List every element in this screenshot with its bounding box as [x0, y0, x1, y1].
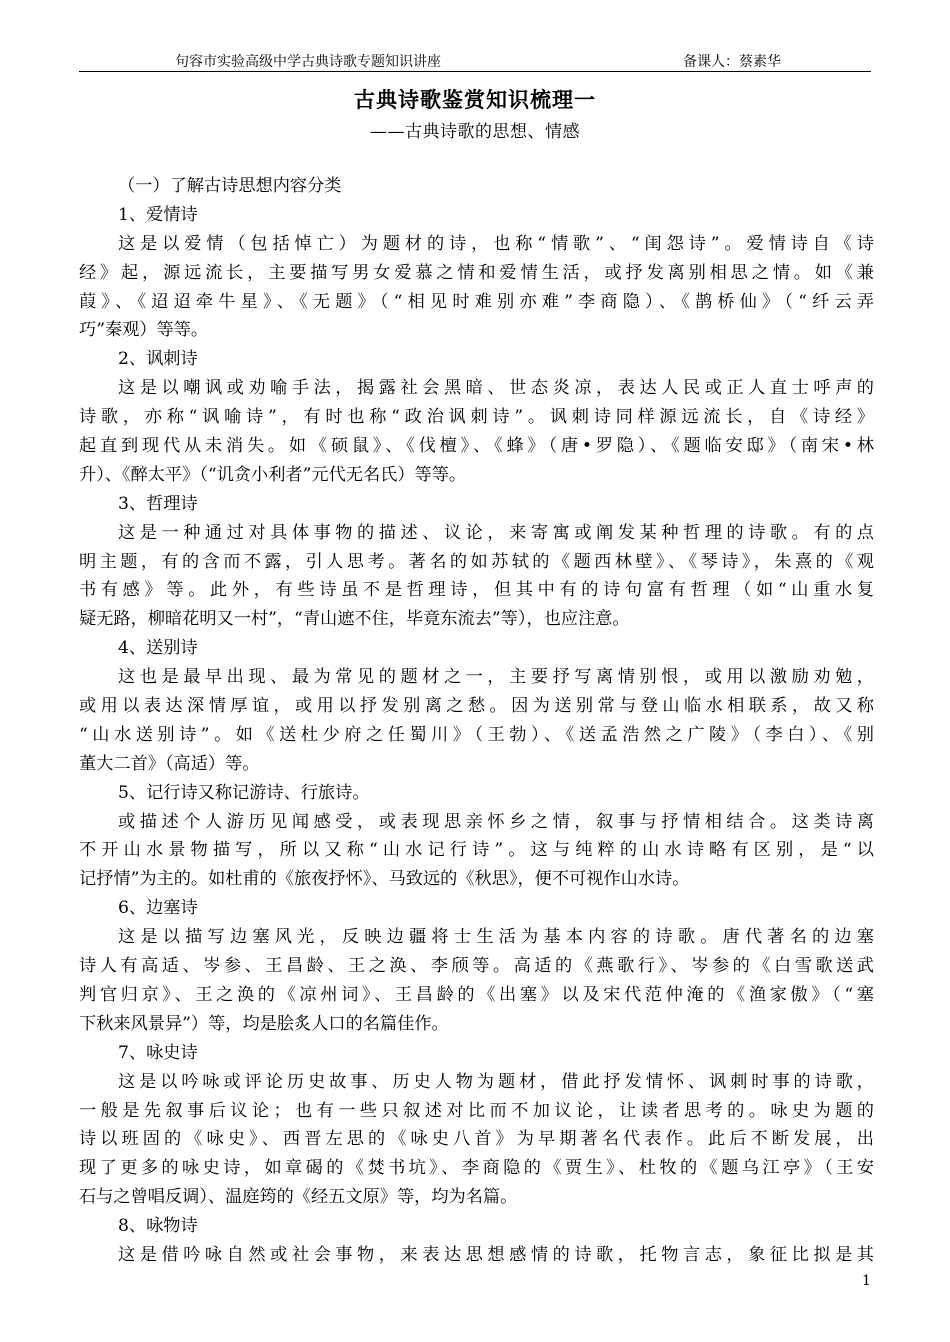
header-author: 备课人：蔡素华 — [683, 54, 781, 70]
text-line: 升）、《醉太平》（“讥贪小利者”元代无名氏）等等。 — [79, 464, 467, 485]
text-line: 这是以吟咏或评论历史故事、历史人物为题材，借此抒发情怀、讽刺时事的诗歌， — [118, 1071, 874, 1092]
page-header — [79, 50, 871, 72]
text-line: 书有感》等。此外，有些诗虽不是哲理诗，但其中有的诗句富有哲理（如“山重水复 — [79, 580, 874, 601]
text-line: 诗歌，亦称“讽喻诗”，有时也称“政治讽刺诗”。讽刺诗同样源远流长，自《诗经》 — [79, 407, 874, 428]
text-line: 董大二首》（高适）等。 — [79, 753, 260, 774]
text-line: 1、爱情诗 — [118, 204, 198, 225]
text-line: 诗以班固的《咏史》、西晋左思的《咏史八首》为早期著名代表作。此后不断发展，出 — [79, 1129, 874, 1150]
header-school-title: 句容市实验高级中学古典诗歌专题知识讲座 — [175, 54, 441, 70]
text-line: 不开山水景物描写，所以又称“山水记行诗”。这与纯粹的山水诗略有区别，是“以 — [79, 840, 874, 861]
text-line: 下秋来风景异”）等，均是脍炙人口的名篇佳作。 — [79, 1013, 449, 1034]
text-line: 2、讽刺诗 — [118, 349, 198, 370]
text-line: 石与之曾唱反调）、温庭筠的《经五文原》等，均为名篇。 — [79, 1187, 518, 1208]
text-line: 这是以描写边塞风光，反映边疆将士生活为基本内容的诗歌。唐代著名的边塞 — [118, 927, 874, 948]
text-line: 或描述个人游历见闻感受，或表现思亲怀乡之情，叙事与抒情相结合。这类诗离 — [118, 811, 874, 832]
text-line: 这是以嘲讽或劝喻手法，揭露社会黑暗、世态炎凉，表达人民或正人直士呼声的 — [118, 378, 874, 399]
text-line: （一）了解古诗思想内容分类 — [118, 176, 342, 196]
text-line: 3、哲理诗 — [118, 493, 198, 514]
text-line: 这是一种通过对具体事物的描述、议论，来寄寓或阐发某种哲理的诗歌。有的点 — [118, 522, 874, 543]
document-title: 古典诗歌鉴赏知识梳理一 — [354, 88, 596, 112]
text-line: 诗人有高适、岑参、王昌龄、王之涣、李颀等。高适的《燕歌行》、岑参的《白雪歌送武 — [79, 956, 874, 977]
text-line: 这是借吟咏自然或社会事物，来表达思想感情的诗歌，托物言志，象征比拟是其 — [118, 1244, 874, 1265]
document-body — [79, 172, 874, 1270]
text-line: 明主题，有的含而不露，引人思考。著名的如苏轼的《题西林壁》、《琴诗》，朱熹的《观 — [79, 551, 874, 572]
text-line: 判官归京》、王之涣的《凉州词》、王昌龄的《出塞》以及宋代范仲淹的《渔家傲》（“塞 — [79, 984, 874, 1005]
text-line: 葭》、《迢迢牵牛星》、《无题》（“相见时难别亦难”李商隐）、《鹊桥仙》（“纤云弄 — [79, 291, 874, 312]
text-line: 经》起，源远流长，主要描写男女爱慕之情和爱情生活，或抒发离别相思之情。如《兼 — [79, 262, 874, 283]
text-line: 6、边塞诗 — [118, 898, 198, 919]
text-line: 4、送别诗 — [118, 638, 198, 659]
text-line: 这是以爱情（包括悼亡）为题材的诗，也称“情歌”、“闺怨诗”。爱情诗自《诗 — [118, 233, 874, 254]
text-line: 一般是先叙事后议论；也有一些只叙述对比而不加议论，让读者思考的。咏史为题的 — [79, 1100, 874, 1121]
text-line: “山水送别诗”。如《送杜少府之任蜀川》（王勃）、《送孟浩然之广陵》（李白）、《别 — [79, 724, 874, 745]
text-line: 巧”秦观）等等。 — [79, 320, 209, 341]
document-subtitle: ——古典诗歌的思想、情感 — [370, 122, 580, 142]
text-line: 起直到现代从未消失。如《硕鼠》、《伐檀》、《蜂》（唐•罗隐）、《题临安邸》（南宋•林 — [79, 436, 874, 457]
page-number: 1 — [862, 1273, 871, 1289]
text-line: 这也是最早出现、最为常见的题材之一，主要抒写离情别恨，或用以激励劝勉， — [118, 667, 874, 688]
text-line: 7、咏史诗 — [118, 1042, 198, 1063]
text-line: 5、记行诗又称记游诗、行旅诗。 — [118, 782, 370, 803]
text-line: 或用以表达深情厚谊，或用以抒发别离之愁。因为送别常与登山临水相联系，故又称 — [79, 696, 874, 717]
text-line: 现了更多的咏史诗，如章碣的《焚书坑》、李商隐的《贾生》、杜牧的《题乌江亭》（王安 — [79, 1158, 874, 1179]
text-line: 疑无路，柳暗花明又一村”，“青山遮不住，毕竟东流去”等），也应注意。 — [79, 609, 630, 630]
text-line: 记抒情”为主的。如杜甫的《旅夜抒怀》、马致远的《秋思》，便不可视作山水诗。 — [79, 869, 690, 890]
text-line: 8、咏物诗 — [118, 1216, 198, 1237]
